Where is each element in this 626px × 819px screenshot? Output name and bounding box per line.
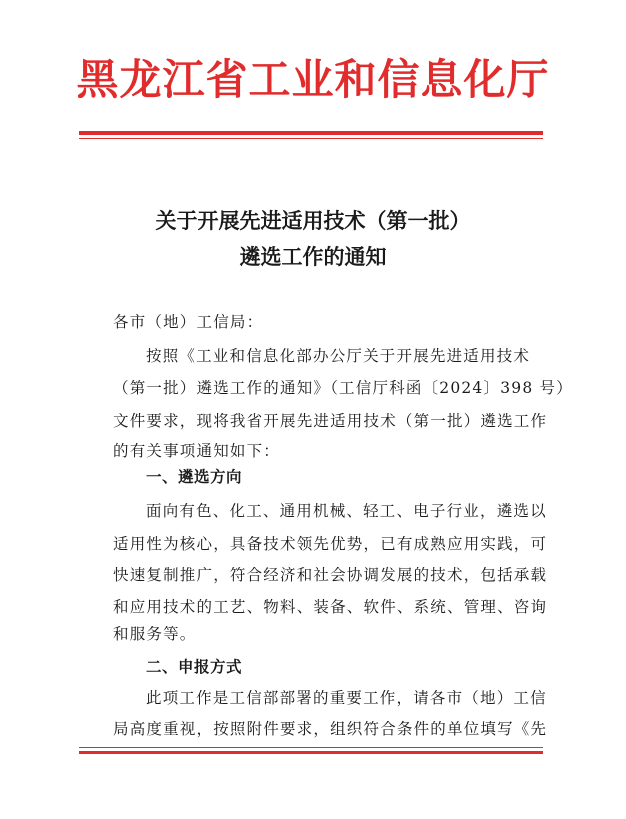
salutation: 各市（地）工信局： [113,313,264,331]
masthead-rule-thin [79,138,543,139]
section2-line: 此项工作是工信部部署的重要工作，请各市（地）工信 [146,689,547,707]
footer-rule-thick [79,751,543,754]
body-line: （第一批）遴选工作的通知》（工信厅科函〔2024〕398 号） [113,379,573,397]
footer-rule-thin [79,747,543,748]
section2-line: 局高度重视，按照附件要求，组织符合条件的单位填写《先 [113,720,548,738]
section-heading-2: 二、申报方式 [146,658,243,676]
body-line: 文件要求，现将我省开展先进适用技术（第一批）遴选工作 [113,412,548,430]
document-title-line-1: 关于开展先进适用技术（第一批） [155,209,471,233]
body-line: 按照《工业和信息化部办公厅关于开展先进适用技术 [146,347,531,365]
section1-line: 和服务等。 [113,625,197,643]
org-masthead: 黑龙江省工业和信息化厅 [76,55,550,104]
section1-line: 适用性为核心，具备技术领先优势，已有成熟应用实践，可 [113,535,548,553]
section1-line: 面向有色、化工、通用机械、轻工、电子行业，遴选以 [146,502,547,520]
section1-line: 快速复制推广，符合经济和社会协调发展的技术，包括承载 [113,566,548,584]
section1-line: 和应用技术的工艺、物料、装备、软件、系统、管理、咨询 [113,598,548,616]
body-line: 的有关事项通知如下： [113,442,281,460]
document-title-line-2: 遴选工作的通知 [239,245,387,269]
masthead-rule-thick [79,131,543,135]
section-heading-1: 一、遴选方向 [146,468,243,486]
